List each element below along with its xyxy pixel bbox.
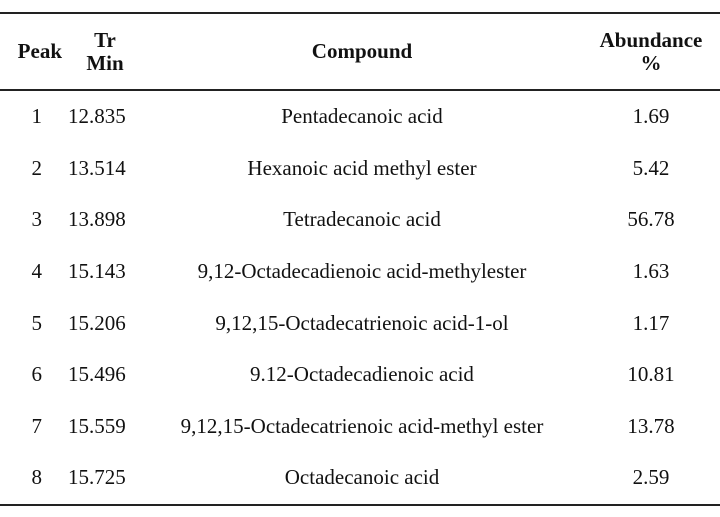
cell-peak: 2 <box>31 155 42 180</box>
cell-peak: 4 <box>31 259 42 284</box>
cell-abundance: 1.17 <box>632 310 670 335</box>
header-tr-min <box>68 13 142 90</box>
cell-peak: 3 <box>31 207 42 232</box>
cell-abundance: 56.78 <box>627 207 675 232</box>
table-row <box>0 246 720 298</box>
cell-abundance: 1.63 <box>632 259 670 284</box>
cell-compound: 9,12-Octadecadienoic acid-methylester <box>197 259 527 284</box>
header-abundance-line2: % <box>640 50 662 75</box>
table-row <box>0 194 720 246</box>
table-row <box>0 401 720 453</box>
cell-tr: 15.496 <box>68 362 126 387</box>
cell-abundance: 1.69 <box>632 104 670 129</box>
cell-compound: 9,12,15-Octadecatrienoic acid-1-ol <box>215 310 509 335</box>
compound-table <box>0 12 720 506</box>
header-tr-line1: Tr <box>94 27 116 52</box>
cell-compound: Tetradecanoic acid <box>283 207 441 232</box>
table-row <box>0 452 720 505</box>
header-peak: Peak <box>17 39 62 63</box>
cell-compound: 9.12-Octadecadienoic acid <box>250 362 474 387</box>
table-row <box>0 349 720 401</box>
cell-peak: 7 <box>31 413 42 438</box>
cell-tr: 15.559 <box>68 413 126 438</box>
cell-compound: Hexanoic acid methyl ester <box>247 155 477 180</box>
cell-tr: 15.143 <box>68 259 126 284</box>
cell-abundance: 2.59 <box>632 465 670 490</box>
cell-tr: 12.835 <box>68 104 126 129</box>
cell-compound: Pentadecanoic acid <box>281 104 443 129</box>
cell-peak: 6 <box>31 362 42 387</box>
cell-tr: 13.898 <box>68 207 126 232</box>
cell-tr: 13.514 <box>68 155 126 180</box>
cell-peak: 8 <box>31 465 42 490</box>
table-row <box>0 143 720 195</box>
cell-tr: 15.206 <box>68 310 126 335</box>
cell-peak: 1 <box>31 104 42 129</box>
table-row <box>0 297 720 349</box>
table-row <box>0 90 720 143</box>
cell-abundance: 5.42 <box>632 155 670 180</box>
cell-abundance: 13.78 <box>627 413 675 438</box>
header-abundance <box>582 13 720 90</box>
cell-peak: 5 <box>31 310 42 335</box>
cell-tr: 15.725 <box>68 465 126 490</box>
cell-abundance: 10.81 <box>627 362 675 387</box>
header-compound: Compound <box>311 39 413 63</box>
cell-compound: 9,12,15-Octadecatrienoic acid-methyl ester <box>180 413 544 438</box>
header-abundance-line1: Abundance <box>599 27 703 52</box>
header-tr-line2: Min <box>86 50 124 75</box>
cell-compound: Octadecanoic acid <box>284 465 440 490</box>
header-row <box>0 13 720 90</box>
